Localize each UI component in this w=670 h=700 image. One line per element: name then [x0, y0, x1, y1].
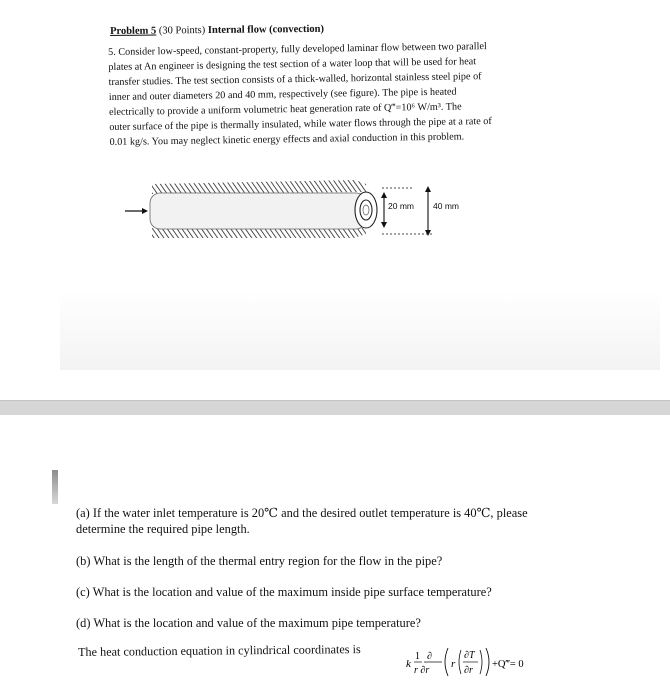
inner-diameter-dimension [381, 192, 387, 228]
statement-line: outer surface of the pipe is thermally insulated, while water flows through the pipe at a rate of [109, 115, 492, 133]
page-shadow [60, 290, 660, 370]
statement-line: electrically to provide a uniform volumetric heat generation rate of Q‴=10⁶ W/m³. The [108, 101, 462, 118]
eq-one: 1 [415, 651, 420, 662]
question-d: (d) What is the location and value of the maximum pipe temperature? [76, 616, 421, 630]
question-c: (c) What is the location and value of the maximum inside pipe surface temperature? [76, 585, 492, 599]
problem-points: (30 Points) [158, 25, 206, 37]
problem-statement [108, 38, 565, 150]
eq-k: k [406, 658, 411, 670]
flow-arrow-icon [125, 208, 148, 214]
eq-plus-q: +Q‴= 0 [492, 659, 524, 670]
statement-line: 0.01 kg/s. You may neglect kinetic energy effects and axial conduction in this problem. [109, 131, 465, 148]
eq-d1: ∂ [427, 651, 432, 662]
problem-number: Problem 5 [110, 25, 157, 37]
eq-dT: ∂T [464, 650, 475, 661]
question-a-line1: (a) If the water inlet temperature is 20℃ and the desired outlet temperature is 40℃, please [76, 506, 528, 520]
statement-line: plates at An engineer is designing the test section of a water loop that will be used for heat [108, 56, 477, 73]
outer-diameter-dimension [425, 186, 431, 236]
equation-intro: The heat conduction equation in cylindrical coordinates is [78, 642, 361, 659]
eq-r: r [451, 658, 456, 670]
pipe-end-section [355, 192, 377, 228]
image-separator [0, 400, 670, 416]
question-a-line2: determine the required pipe length. [76, 522, 250, 536]
page-corner-mark [52, 470, 58, 504]
outer-diameter-label: 40 mm [433, 201, 459, 211]
heat-conduction-equation [402, 640, 552, 684]
pipe-figure [120, 176, 470, 246]
statement-line: 5. Consider low-speed, constant-property, fully developed laminar flow between two parallel [108, 41, 487, 58]
pipe-wall-top [152, 180, 366, 194]
pipe-bore [150, 193, 366, 229]
statement-line: transfer studies. The test section consists of a thick-walled, horizontal stainless steel pipe of [108, 71, 482, 88]
statement-line: inner and outer diameters 20 and 40 mm, respectively (see figure). The pipe is heated [108, 86, 457, 103]
problem-heading [110, 24, 324, 37]
inner-diameter-label: 20 mm [388, 201, 414, 211]
eq-dr: ∂r [464, 665, 473, 676]
pipe-wall-bottom [152, 228, 366, 238]
eq-r-dr: r ∂r [414, 665, 430, 676]
question-b: (b) What is the length of the thermal entry region for the flow in the pipe? [76, 554, 443, 568]
problem-topic: Internal flow (convection) [207, 23, 325, 36]
